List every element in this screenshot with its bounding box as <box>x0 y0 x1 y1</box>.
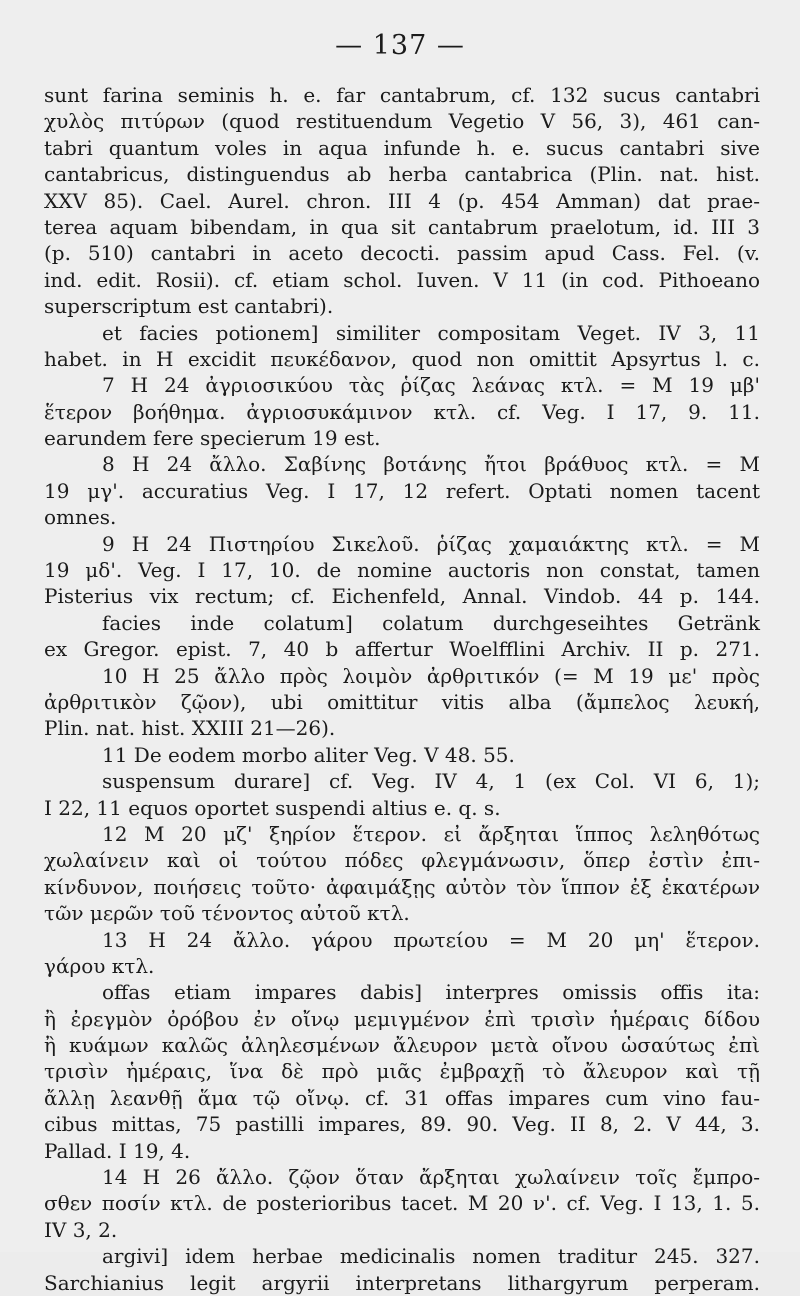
text-line: σθεν ποσίν κτλ. de posterioribus tacet. M 20 ν'. cf. Veg. I 13, 1. 5. <box>44 1191 760 1216</box>
text-line: τρισὶν ἡμέραις, ἵνα δὲ πρὸ μιᾶς ἐμβραχῇ τὸ ἄλευρον καὶ τῇ <box>44 1059 760 1084</box>
text-line: 7 H 24 ἀγριοσικύου τὰς ῥίζας λεάνας κτλ. = M 19 μβ' <box>102 373 760 398</box>
text-line: 11 De eodem morbo aliter Veg. V 48. 55. <box>102 742 515 767</box>
text-line: superscriptum est cantabri). <box>44 294 334 319</box>
text-line: et facies potionem] similiter compositam Veget. IV 3, 11 <box>102 320 760 345</box>
text-line: IV 3, 2. <box>44 1217 118 1242</box>
text-line: Plin. nat. hist. XXIII 21—26). <box>44 716 336 741</box>
text-line: terea aquam bibendam, in qua sit cantabrum praelotum, id. III 3 <box>44 214 760 239</box>
text-line: 9 H 24 Πιστηρίου Σικελοῦ. ῥίζας χαμαιάκτης κτλ. = M <box>102 531 760 556</box>
text-line: ex Gregor. epist. 7, 40 b affertur Woelfflini Archiv. II p. 271. <box>44 637 760 662</box>
text-line: ἕτερον βοήθημα. ἀγριοσυκάμινον κτλ. cf. Veg. I 17, 9. 11. <box>44 399 760 424</box>
text-line: ἢ ἐρεγμὸν ὀρόβου ἐν οἴνῳ μεμιγμένον ἐπὶ τρισὶν ἡμέραις δίδου <box>44 1006 760 1031</box>
text-line: ind. edit. Rosii). cf. etiam schol. Iuven. V 11 (in cod. Pithoeano <box>44 267 760 292</box>
text-line: γάρου κτλ. <box>44 953 155 978</box>
text-line: cantabricus, distinguendus ab herba cantabrica (Plin. nat. hist. <box>44 162 760 187</box>
text-line: Pisterius vix rectum; cf. Eichenfeld, Annal. Vindob. 44 p. 144. <box>44 584 760 609</box>
text-line: habet. in H excidit πευκέδανον, quod non omittit Apsyrtus l. c. <box>44 346 760 371</box>
text-line: ἄλλῃ λεανθῇ ἅμα τῷ οἴνῳ. cf. 31 offas impares cum vino fau- <box>44 1085 760 1110</box>
text-line: (p. 510) cantabri in aceto decocti. passim apud Cass. Fel. (v. <box>44 241 760 266</box>
commentary-text <box>44 82 760 1296</box>
text-line: 19 μδ'. Veg. I 17, 10. de nomine auctoris non constat, tamen <box>44 558 760 583</box>
text-line: earundem fere specierum 19 est. <box>44 426 381 451</box>
text-line: Sarchianius legit argyrii interpretans lithargyrum perperam. <box>44 1270 760 1295</box>
text-line: χωλαίνειν καὶ οἱ τούτου πόδες φλεγμάνωσιν, ὅπερ ἐστὶν ἐπι- <box>44 848 760 873</box>
text-line: sunt farina seminis h. e. far cantabrum, cf. 132 sucus cantabri <box>44 83 760 107</box>
text-line: 14 H 26 ἄλλο. ζῷον ὅταν ἄρξηται χωλαίνειν τοῖς ἔμπρο- <box>102 1165 760 1190</box>
text-line: τῶν μερῶν τοῦ τένοντος αὐτοῦ κτλ. <box>44 901 410 926</box>
text-line: κίνδυνον, ποιήσεις τοῦτο· ἀφαιμάξῃς αὐτὸν τὸν ἵππον ἐξ ἑκατέρων <box>44 874 760 899</box>
page-number: — 137 — <box>335 30 465 61</box>
text-line: 12 M 20 μζ' ξηρίον ἕτερον. εἰ ἄρξηται ἵππος λεληθότως <box>102 821 760 846</box>
text-line: Pallad. I 19, 4. <box>44 1138 191 1163</box>
text-line: 10 H 25 ἄλλο πρὸς λοιμὸν ἀρθριτικόν (= M 19 με' πρὸς <box>102 663 760 688</box>
text-line: 19 μγ'. accuratius Veg. I 17, 12 refert. Optati nomen tacent <box>44 478 760 503</box>
text-line: cibus mittas, 75 pastilli impares, 89. 90. Veg. II 8, 2. V 44, 3. <box>44 1112 760 1137</box>
text-line: facies inde colatum] colatum durchgeseihtes Getränk <box>102 610 760 635</box>
text-line: XXV 85). Cael. Aurel. chron. III 4 (p. 454 Amman) dat prae- <box>44 188 760 213</box>
text-line: ἢ κυάμων καλῶς ἀληλεσμένων ἄλευρον μετὰ οἴνου ὡσαύτως ἐπὶ <box>44 1033 760 1058</box>
text-line: argivi] idem herbae medicinalis nomen traditur 245. 327. <box>102 1244 760 1269</box>
text-line: χυλὸς πιτύρων (quod restituendum Vegetio V 56, 3), 461 can- <box>44 109 760 134</box>
text-line: I 22, 11 equos oportet suspendi altius e. q. s. <box>44 795 501 820</box>
text-line: omnes. <box>44 505 117 530</box>
text-line: 13 H 24 ἄλλο. γάρου πρωτείου = M 20 μη' ἕτερον. <box>102 927 760 952</box>
text-line: 8 H 24 ἄλλο. Σαβίνης βοτάνης ἤτοι βράθυος κτλ. = M <box>102 452 760 477</box>
text-line: tabri quantum voles in aqua infunde h. e. sucus cantabri sive <box>44 135 760 160</box>
text-line: suspensum durare] cf. Veg. IV 4, 1 (ex Col. VI 6, 1); <box>102 769 760 794</box>
text-line: offas etiam impares dabis] interpres omissis offis ita: <box>102 980 760 1005</box>
text-line: ἀρθριτικὸν ζῷον), ubi omittitur vitis alba (ἄμπελος λευκή, <box>44 689 760 714</box>
